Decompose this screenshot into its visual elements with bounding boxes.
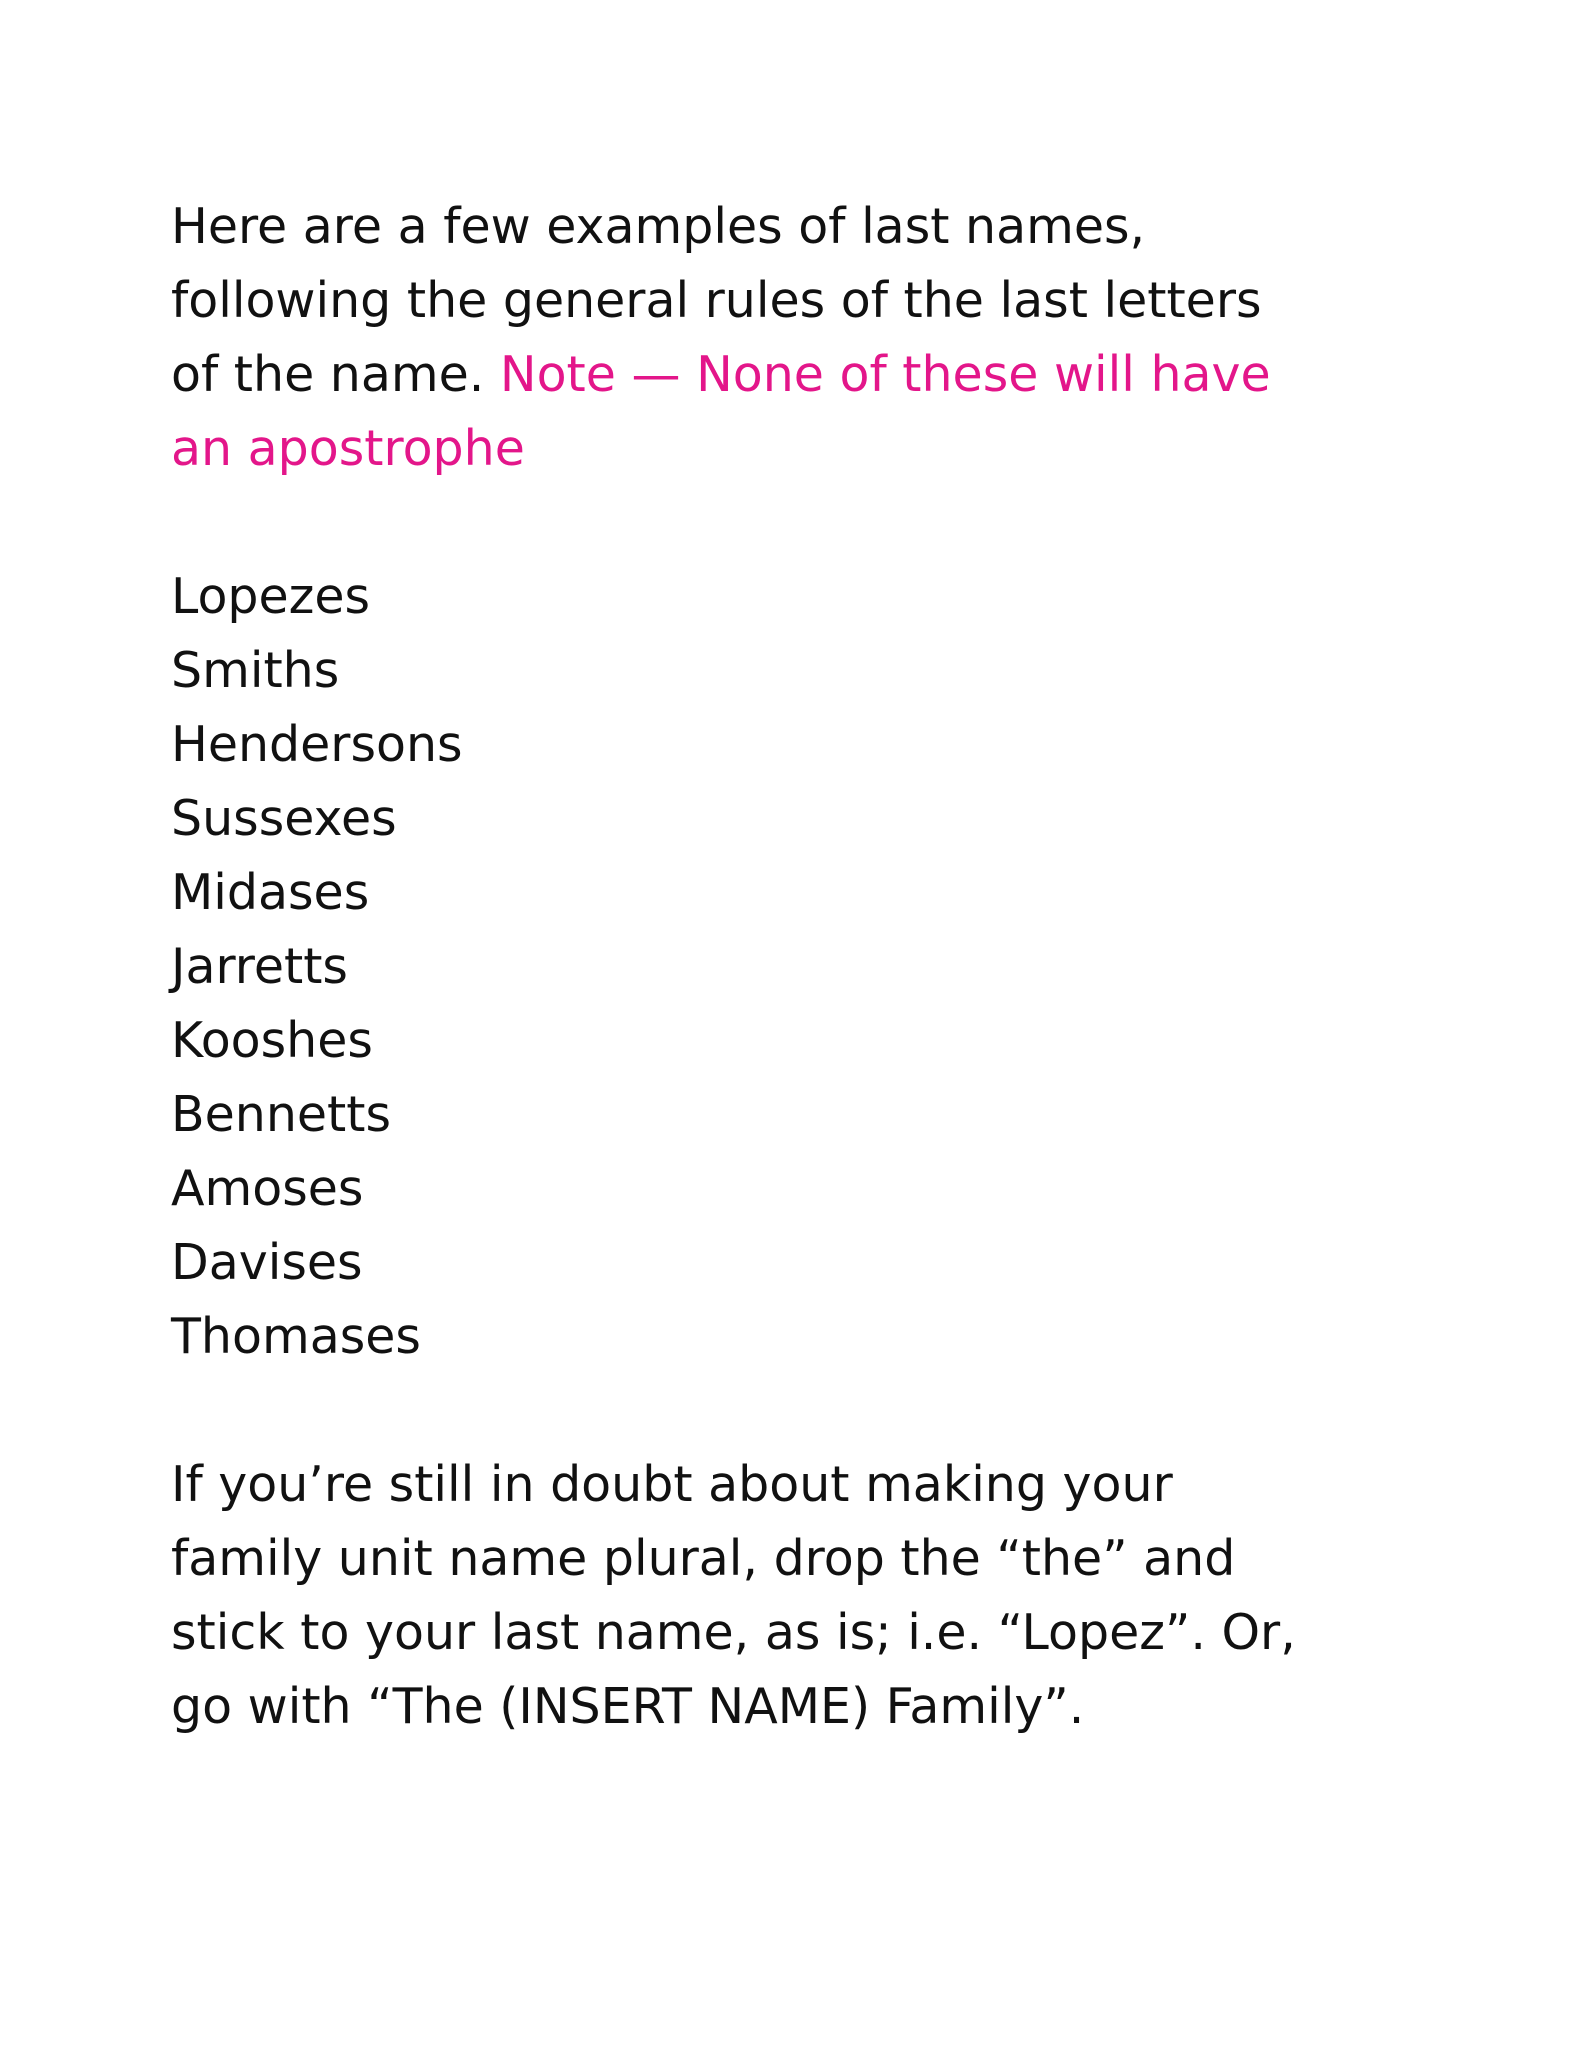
outro-line-1: If you’re still in doubt about making your xyxy=(171,1456,1173,1513)
intro-line-3 xyxy=(171,338,1471,412)
list-item: Midases xyxy=(171,864,370,921)
list-item: Smiths xyxy=(171,642,340,699)
list-item: Davises xyxy=(171,1234,363,1291)
list-item: Thomases xyxy=(171,1308,421,1365)
intro-line-2: following the general rules of the last letters xyxy=(171,272,1262,329)
list-item: Hendersons xyxy=(171,716,463,773)
list-item: Lopezes xyxy=(171,568,371,625)
list-item: Bennetts xyxy=(171,1086,391,1143)
apostrophe-note-continued: an apostrophe xyxy=(171,420,525,477)
intro-line-3-text: of the name. xyxy=(171,346,485,403)
last-names-list xyxy=(171,560,1471,1374)
document-page xyxy=(171,190,1471,1744)
list-item: Jarretts xyxy=(171,938,348,995)
outro-line-4: go with “The (INSERT NAME) Family”. xyxy=(171,1678,1085,1735)
list-item: Kooshes xyxy=(171,1012,373,1069)
apostrophe-note: Note — None of these will have xyxy=(499,346,1271,403)
outro-line-2: family unit name plural, drop the “the” and xyxy=(171,1530,1236,1587)
outro-paragraph xyxy=(171,1448,1471,1744)
intro-paragraph xyxy=(171,190,1471,486)
intro-line-1: Here are a few examples of last names, xyxy=(171,198,1146,255)
outro-line-3: stick to your last name, as is; i.e. “Lopez”. Or, xyxy=(171,1604,1296,1661)
list-item: Amoses xyxy=(171,1160,364,1217)
list-item: Sussexes xyxy=(171,790,397,847)
